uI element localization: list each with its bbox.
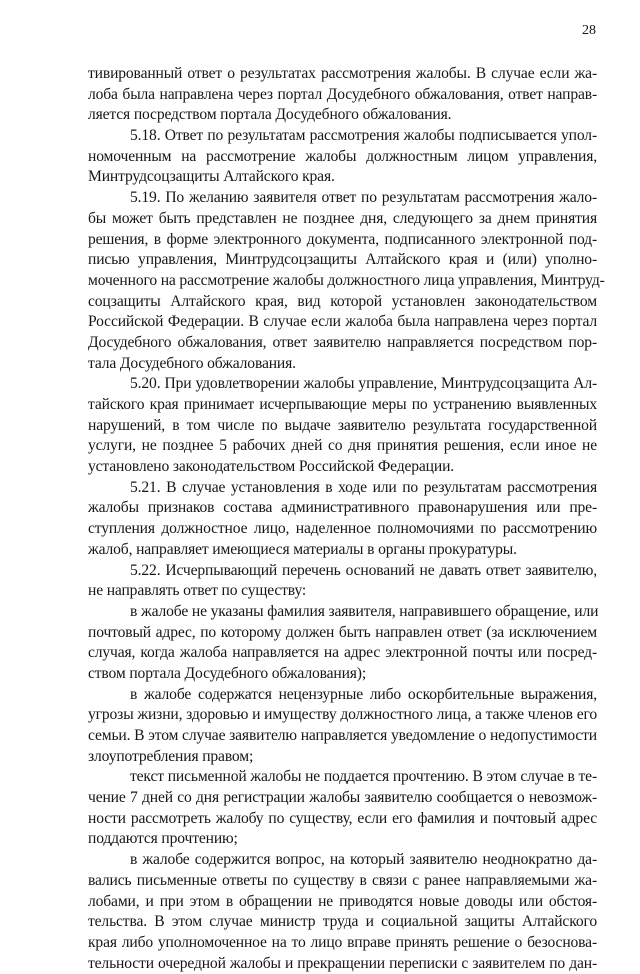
paragraph	[88, 602, 597, 685]
text-line: семьи. В этом случае заявителю направляется уведомление о недопустимости	[88, 727, 597, 744]
text-line: в жалобе не указаны фамилия заявителя, направившего обращение, или	[130, 602, 599, 620]
text-line: злоупотребления правом;	[88, 747, 254, 765]
paragraph	[88, 188, 605, 374]
text-line: не направлять ответ по существу:	[88, 582, 307, 600]
text-line: номоченным на рассмотрение жалобы должностным лицом управления,	[88, 147, 597, 165]
text-line: в жалобе содержатся нецензурные либо оскорбительные выражения,	[130, 685, 597, 703]
text-line: бы может быть представлен не позднее дня, следующего за днем принятия	[88, 209, 597, 227]
text-line: установлено законодательством Российской Федерации.	[88, 458, 455, 476]
text-line: ляется посредством портала Досудебного обжалования.	[88, 106, 452, 124]
text-line: края либо уполномоченное на то лицо вправе принять решение о безоснова-	[88, 933, 597, 951]
text-line: ством портала Досудебного обжалования);	[88, 664, 367, 682]
text-line: 5.18. Ответ по результатам рассмотрения жалобы подписывается упол-	[130, 127, 597, 145]
text-line: случая, когда жалоба направляется на адрес электронной почты или посред-	[88, 644, 597, 662]
text-line: почтовый адрес, по которому должен быть направлен ответ (за исключением	[88, 623, 597, 641]
paragraph	[88, 850, 597, 974]
paragraph	[88, 64, 597, 126]
text-line: Минтрудсоцзащиты Алтайского края.	[88, 168, 335, 186]
text-line: тайского края принимает исчерпывающие меры по устранению выявленных	[88, 396, 597, 413]
text-line: поддаются прочтению;	[88, 830, 238, 848]
text-line: жалобы признаков состава административного правонарушения или пре-	[88, 499, 597, 517]
text-line: тала Досудебного обжалования.	[88, 354, 296, 372]
text-line: тельства. В этом случае министр труда и социальной защиты Алтайского	[88, 913, 597, 931]
text-line: 5.20. При удовлетворении жалобы управление, Минтрудсоцзащита Ал-	[130, 375, 597, 393]
text-line: 5.19. По желанию заявителя ответ по результатам рассмотрения жало-	[130, 189, 597, 207]
paragraph	[88, 126, 597, 188]
text-line: ности рассмотреть жалобу по существу, если его фамилия и почтовый адрес	[88, 809, 597, 827]
text-line: Российской Федерации. В случае если жалоба была направлена через портал	[88, 313, 597, 331]
text-line: услуги, не позднее 5 рабочих дней со дня принятия решения, если иное не	[88, 437, 597, 455]
text-line: в жалобе содержится вопрос, на который заявителю неоднократно да-	[130, 851, 597, 869]
text-line: текст письменной жалобы не поддается прочтению. В этом случае в те-	[130, 768, 597, 786]
text-line: писью управления, Минтрудсоцзащиты Алтайского края и (или) уполно-	[88, 251, 597, 269]
text-line: ступления должностное лицо, наделенное полномочиями по рассмотрению	[88, 520, 597, 538]
page-number: 28	[582, 23, 596, 38]
text-line: 5.22. Исчерпывающий перечень оснований не давать ответ заявителю,	[130, 561, 597, 579]
document-body	[88, 64, 605, 974]
text-line: 5.21. В случае установления в ходе или по результатам рассмотрения	[130, 478, 597, 496]
text-line: угрозы жизни, здоровью и имуществу должностного лица, а также членов его	[88, 706, 597, 724]
text-line: Досудебного обжалования, ответ заявителю направляется посредством пор-	[88, 333, 597, 351]
text-line: жалоб, направляет имеющиеся материалы в органы прокуратуры.	[88, 540, 517, 558]
text-line: тивированный ответ о результатах рассмотрения жалобы. В случае если жа-	[88, 65, 597, 82]
text-line: моченного на рассмотрение жалобы должностного лица управления, Минтруд-	[88, 271, 605, 289]
text-line: соцзащиты Алтайского края, вид которой установлен законодательством	[88, 292, 597, 310]
paragraph	[88, 685, 597, 768]
text-line: решения, в форме электронного документа, подписанного электронной под-	[88, 230, 597, 248]
text-line: тельности очередной жалобы и прекращении переписки с заявителем по дан-	[88, 954, 597, 972]
text-line: чение 7 дней со дня регистрации жалобы заявителю сообщается о невозмож-	[88, 789, 597, 807]
paragraph	[88, 478, 597, 561]
text-line: нарушений, в том числе по выдаче заявителю результата государственной	[88, 416, 597, 434]
text-line: лобами, и при этом в обращении не приводятся новые доводы или обстоя-	[88, 892, 597, 910]
text-line: вались письменные ответы по существу в связи с ранее направляемыми жа-	[88, 871, 597, 889]
paragraph	[88, 374, 597, 477]
text-line: лоба была направлена через портал Досудебного обжалования, ответ направ-	[88, 85, 597, 103]
paragraph	[88, 767, 597, 850]
paragraph	[88, 561, 597, 602]
